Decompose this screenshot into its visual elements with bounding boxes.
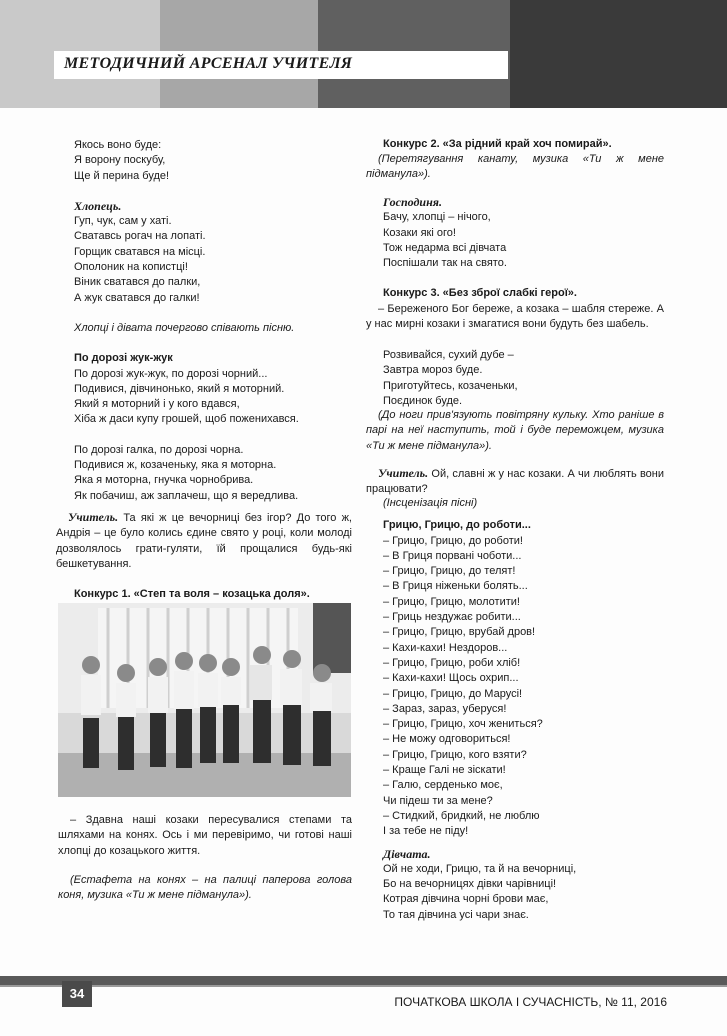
paragraph xyxy=(58,813,352,859)
verse-line: Ще й перина буде! xyxy=(74,169,170,182)
verse-line: Горщик сватався на місці. xyxy=(74,245,206,258)
paragraph-text: Ой, славні ж у нас козаки. А чи люблять вони працювати? xyxy=(366,468,664,496)
verse-line: Поєдинок буде. xyxy=(383,394,463,407)
footer-rule xyxy=(0,976,727,985)
verse-line: Бачу, хлопці – нічого, xyxy=(383,211,491,224)
song-line: – Грицю, Грицю, до Марусі! xyxy=(383,687,523,700)
header-band xyxy=(510,0,727,108)
right-block-2 xyxy=(383,195,665,302)
song-line: Чи підеш ти за мене? xyxy=(383,794,493,807)
song-line: – Грицю, Грицю, врубай дров! xyxy=(383,626,536,639)
song-line: По дорозі галка, по дорозі чорна. xyxy=(74,443,244,456)
song-line: Як побачиш, аж заплачеш, що я вередлива. xyxy=(74,489,299,502)
song-title: Грицю, Грицю, до роботи... xyxy=(383,519,531,532)
section-title: МЕТОДИЧНИЙ АРСЕНАЛ УЧИТЕЛЯ xyxy=(64,55,353,72)
verse-line: Ополоник на копистці! xyxy=(74,261,188,274)
speaker-label: Хлопець. xyxy=(74,198,122,213)
song-line: – Кахи-кахи! Щось охрип... xyxy=(383,672,519,685)
song-line: – Грицю, Грицю, хоч жениться? xyxy=(383,718,543,731)
song-line: Подивися ж, козаченьку, яка я моторна. xyxy=(74,459,277,472)
paragraph-text: – Береженого Бог береже, а козака – шабля стереже. А у нас мирні козаки і змагатися вони будуть без шабель. xyxy=(366,303,664,331)
verse-line: Я ворону поскубу, xyxy=(74,154,166,167)
verse-line: Ой не ходи, Грицю, та й на вечорниці, xyxy=(383,862,577,875)
verse-line: Завтра мороз буде. xyxy=(383,364,483,377)
song-line: Хіба ж даси купу грошей, щоб поженихався. xyxy=(74,413,299,426)
contest-heading: Конкурс 3. «Без зброї слабкі герої». xyxy=(383,287,577,300)
verse-line: Тож недарма всі дівчата xyxy=(383,241,507,254)
verse-line: Приготуйтесь, козаченьки, xyxy=(383,379,518,392)
verse-line: Розвивайся, сухий дубе – xyxy=(383,349,514,361)
page-number: 34 xyxy=(62,981,92,1007)
contest-label: Конкурс 1. xyxy=(74,588,131,600)
contest3-text xyxy=(366,302,664,333)
paragraph-text: Та які ж це вечорниці без ігор? До того ж, Андрія – це було колись єдине свято у році, коли молоді дозволялось грати-гуляти, їй прощалися будь-які бешкетування. xyxy=(56,512,352,570)
speaker-label: Учитель. xyxy=(378,466,429,480)
song-line: – Грицю, Грицю, кого взяти? xyxy=(383,748,527,761)
verse-line: Поспішали так на свято. xyxy=(383,257,507,270)
verse-line: Бо на вечорницях дівки чарівниці! xyxy=(383,878,557,891)
song-line: – В Гриця порвані чоботи... xyxy=(383,549,522,562)
song-line: – Стидкий, бридкий, не люблю xyxy=(383,809,540,822)
song-line: – Грицю, Грицю, до роботи! xyxy=(383,534,523,547)
stage-direction-block xyxy=(58,873,352,904)
teacher-paragraph xyxy=(56,510,352,572)
song-line: Подивися, дівчинонько, який я моторний. xyxy=(74,382,285,395)
page-header xyxy=(0,0,727,108)
song-line: – Гриць нездужає робити... xyxy=(383,611,521,624)
contest-title: «Степ та воля – козацька доля». xyxy=(130,588,310,600)
photo-boys-dancing xyxy=(58,603,351,797)
contest-heading xyxy=(74,587,354,602)
song-title: По дорозі жук-жук xyxy=(74,352,173,365)
stage-direction: Хлопці і дівата почергово співають пісню. xyxy=(74,321,295,334)
speaker-label: Дівчата. xyxy=(383,846,431,861)
song-line: – Кахи-кахи! Нездоров... xyxy=(383,641,508,654)
stage-direction: (Естафета на конях – на палиці паперова голова коня, музика «Ти ж мене підманула»). xyxy=(58,874,352,902)
verse-line: Котрая дівчина чорні брови має, xyxy=(383,893,549,906)
song-line: Яка я моторна, гнучка чорнобрива. xyxy=(74,474,254,487)
song-line: По дорозі жук-жук, по дорозі чорний... xyxy=(74,367,268,380)
stage-direction: (Перетягування канату, музика «Ти ж мене підманула»). xyxy=(366,153,664,181)
song-line: – Грицю, Грицю, до телят! xyxy=(383,565,516,578)
song-line: – Не можу одговориться! xyxy=(383,733,511,746)
stage-direction: (Інсценізація пісні) xyxy=(383,497,478,509)
speaker-label: Господиня. xyxy=(383,195,442,209)
right-block-4 xyxy=(383,496,665,923)
contest-note xyxy=(366,152,664,183)
contest-heading: Конкурс 2. «За рідний край хоч помирай». xyxy=(383,138,612,150)
footer-rule xyxy=(0,985,727,987)
verse-line: Козаки які ого! xyxy=(383,226,456,239)
speaker-label: Учитель. xyxy=(68,510,119,524)
verse-line: Якось воно буде: xyxy=(74,139,162,151)
verse-line: А жук сватався до галки! xyxy=(74,291,200,304)
verse-line: Сватавсь рогач на лопаті. xyxy=(74,230,206,243)
verse-line: То тая дівчина усі чари знає. xyxy=(383,908,529,921)
song-line: – Галю, серденько моє, xyxy=(383,779,503,792)
song-line: І за тебе не піду! xyxy=(383,825,469,838)
verse-line: Гуп, чук, сам у хаті. xyxy=(74,215,172,228)
contest3-note xyxy=(366,408,664,454)
verse-line: Віник сватався до палки, xyxy=(74,276,201,289)
teacher-paragraph-right xyxy=(366,466,664,498)
journal-title: ПОЧАТКОВА ШКОЛА І СУЧАСНІСТЬ, № 11, 2016 xyxy=(394,995,667,1009)
song-line: – В Гриця ніженьки болять... xyxy=(383,580,528,593)
song-line: – Краще Галі не зіскати! xyxy=(383,764,506,777)
left-column xyxy=(74,138,354,504)
right-top xyxy=(383,137,665,152)
song-line: – Зараз, зараз, уберуся! xyxy=(383,702,507,715)
song-line: – Грицю, Грицю, молотити! xyxy=(383,595,520,608)
song-line: Який я моторний і у кого вдався, xyxy=(74,398,240,411)
stage-direction: (До ноги прив'язують повітряну кульку. Хто раніше в парі на неї наступить, той і буде переможцем, музика «Ти ж мене підманула»). xyxy=(366,409,664,452)
song-line: – Грицю, Грицю, роби хліб! xyxy=(383,656,521,669)
right-block-3 xyxy=(383,348,665,409)
paragraph-text: – Здавна наші козаки пересувалися степами та шляхами на конях. Ось і ми перевіримо, чи готові наші хлопці до козацького життя. xyxy=(58,814,352,857)
